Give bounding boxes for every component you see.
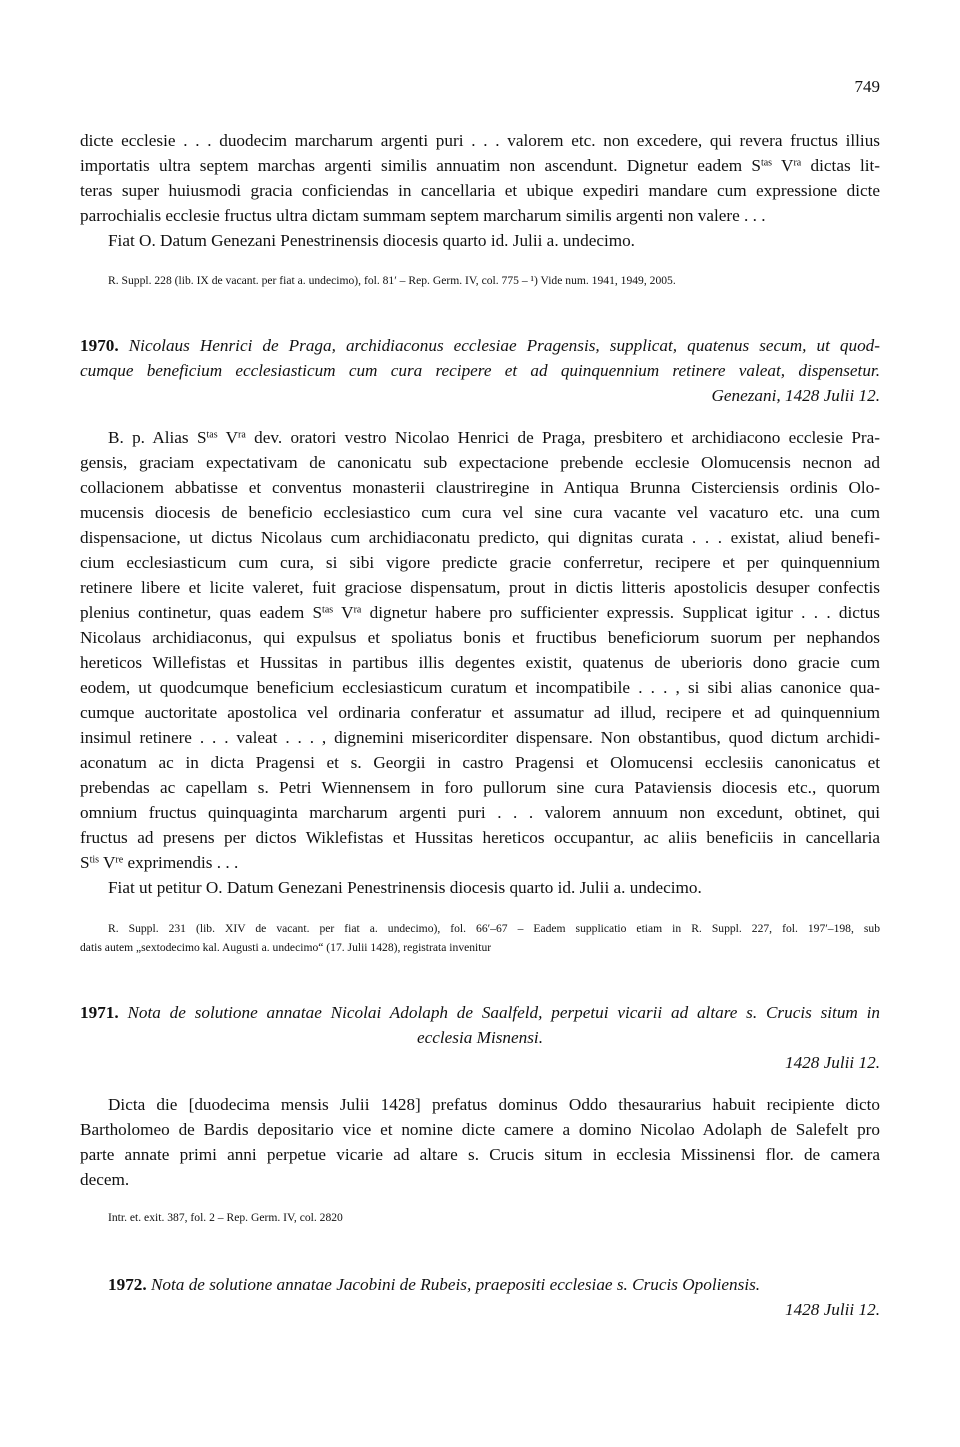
entry-number: 1971. [80, 1003, 119, 1022]
entry-date: 1428 Julii 12. [784, 1053, 880, 1072]
footnote: datis autem „sextodecimo kal. Augusti a. undecimo“ (17. Julii 1428), registrata invenitur [80, 941, 492, 954]
entry-heading-line: cumque beneficium ecclesiasticum cum cura recipere et ad quinquennium retinere valeat, dispensetur. [80, 361, 880, 380]
text-line: collacionem abbatisse et conventus monasterii claustriregine in Antiqua Brunna Cisterciensis ordinis Olo- [80, 478, 880, 497]
text-line: Fiat ut petitur O. Datum Genezani Penestrinensis diocesis quarto id. Julii a. undecimo. [108, 878, 702, 897]
footnote: R. Suppl. 228 (lib. IX de vacant. per fiat a. undecimo), fol. 81′ – Rep. Germ. IV, col. 775 – ¹) Vide num. 1941, 1949, 2005. [108, 274, 676, 287]
entry-number: 1970. [80, 336, 119, 355]
text-line: teras super huiusmodi gracia conficiendas in cancellaria et ubique expediri mandare cum expressione dicte [80, 181, 880, 200]
entry-date: Genezani, 1428 Julii 12. [711, 386, 880, 405]
text-line: mucensis diocesis de beneficio ecclesiastico cum cura vel sine cura vacante vel vacaturo etc. una cum [80, 503, 880, 522]
text-line: hereticos Willefistas et Hussitas in partibus illis degentes existit, quatenus de uberioris dono gracie cum [80, 653, 880, 672]
text-line: fructus ad presens per dictos Wiklefistas et Hussitas hereticos occupantur, ac aliis beneficiis in cancellaria [80, 828, 880, 847]
text-line: Fiat O. Datum Genezani Penestrinensis diocesis quarto id. Julii a. undecimo. [108, 231, 635, 250]
entry-1972-heading: 1972. Nota de solutione annatae Jacobini de Rubeis, praepositi ecclesiae s. Crucis Opoliensis. [108, 1275, 761, 1294]
text-line: retinere libere et licite valeret, fuit graciose dispensatum, prout in dictis litteris apostolicis desuper confectis [80, 578, 880, 597]
text-line: dicte ecclesie . . . duodecim marcharum argenti puri . . . valorem etc. non excedere, qui revera fructus illius [80, 131, 880, 150]
text-line: decem. [80, 1170, 130, 1189]
text-line: insimul retinere . . . valeat . . . , dignemini misericorditer dispensare. Non obstantibus, quod dictum archidi- [80, 728, 880, 747]
entry-1971-heading: 1971. Nota de solutione annatae Nicolai Adolaph de Saalfeld, perpetui vicarii ad altare s. Crucis situm in [80, 1003, 880, 1022]
text-line: Nicolaus archidiaconus, qui expulsus et spoliatus bonis et fructibus beneficiorum suorum per nephandos [80, 628, 880, 647]
entry-number: 1972. [108, 1275, 147, 1294]
text-line: Bartholomeo de Bardis depositario vice et nomine dicte camere a domino Nicolao Adolaph de Salefelt pro [80, 1120, 880, 1139]
text-line: aconatum ac in dicta Pragensi et s. Georgii in castro Pragensi et Olomucensi ecclesiis canonicatus et [80, 753, 880, 772]
text-line: gensis, graciam expectativam de canonicatu sub expectacione prebende ecclesie Olomucensis necnon ad [80, 453, 880, 472]
text-line: $S^{tis}$ Vre exprimendis . . . [80, 853, 239, 872]
text-line: cium ecclesiasticum cum cura, si sibi vigore predicte gracie conferretur, recipere et per quinquennium [80, 553, 880, 572]
text-line: B. p. Alias $S^{tas}$ $V^{ra}$ dev. oratori vestro Nicolao Henrici de Praga, presbitero et archidiacono ecclesie Pra- [108, 428, 880, 447]
text-line: omnium fructus quinquaginta marcharum argenti puri . . . valorem annuum non excedunt, obtinet, qui [80, 803, 880, 822]
entry-heading-line: ecclesia Misnensi. [416, 1028, 543, 1047]
footnote: R. Suppl. 231 (lib. XIV de vacant. per fiat a. undecimo), fol. 66′–67 – Eadem supplicatio etiam in R. Suppl. 227, fol. 197′–198, sub [108, 922, 880, 935]
text-line: parte annate primi anni perpetue vicarie ad altare s. Crucis situm in ecclesia Missinensi flor. de camera [80, 1145, 880, 1164]
text-line: parrochialis ecclesie fructus ultra dictam summam septem marcharum similis argenti non valere . . . [80, 206, 766, 225]
text-line: Dicta die [duodecima mensis Julii 1428] prefatus dominus Oddo thesaurarius habuit recipiente dicto [108, 1095, 880, 1114]
text-line: prebendas ac capellam s. Petri Wiennensem in foro pullorum sine cura Pataviensis diocesis etc., quorum [80, 778, 880, 797]
text-line: dispensacione, ut dictus Nicolaus cum archidiaconatu predicto, qui dignitas curata . . . existat, aliud benefi- [80, 528, 880, 547]
text-line: cumque auctoritate apostolica vel ordinaria conferatur et assumatur ad illud, recipere et ad quinquennium [80, 703, 880, 722]
page-number: 749 [854, 77, 880, 96]
text-line: importatis ultra septem marchas argenti similis annuatim non ascendunt. Dignetur eadem $S^{tas}$ $V^{ra}$ dictas lit- [80, 156, 880, 175]
text-line: eodem, ut quodcumque beneficium ecclesiasticum curatum et incompatibile . . . , si sibi alias canonice qua- [80, 678, 880, 697]
entry-1970-heading: 1970. Nicolaus Henrici de Praga, archidiaconus ecclesiae Pragensis, supplicat, quatenus secum, ut quod- [80, 336, 880, 355]
text-line: plenius continetur, quas eadem $S^{tas}$ $V^{ra}$ dignetur habere pro sufficienter expressis. Supplicat igitur . . . dictus [80, 603, 880, 622]
entry-date: 1428 Julii 12. [784, 1300, 880, 1319]
footnote: Intr. et. exit. 387, fol. 2 – Rep. Germ. IV, col. 2820 [108, 1211, 343, 1224]
